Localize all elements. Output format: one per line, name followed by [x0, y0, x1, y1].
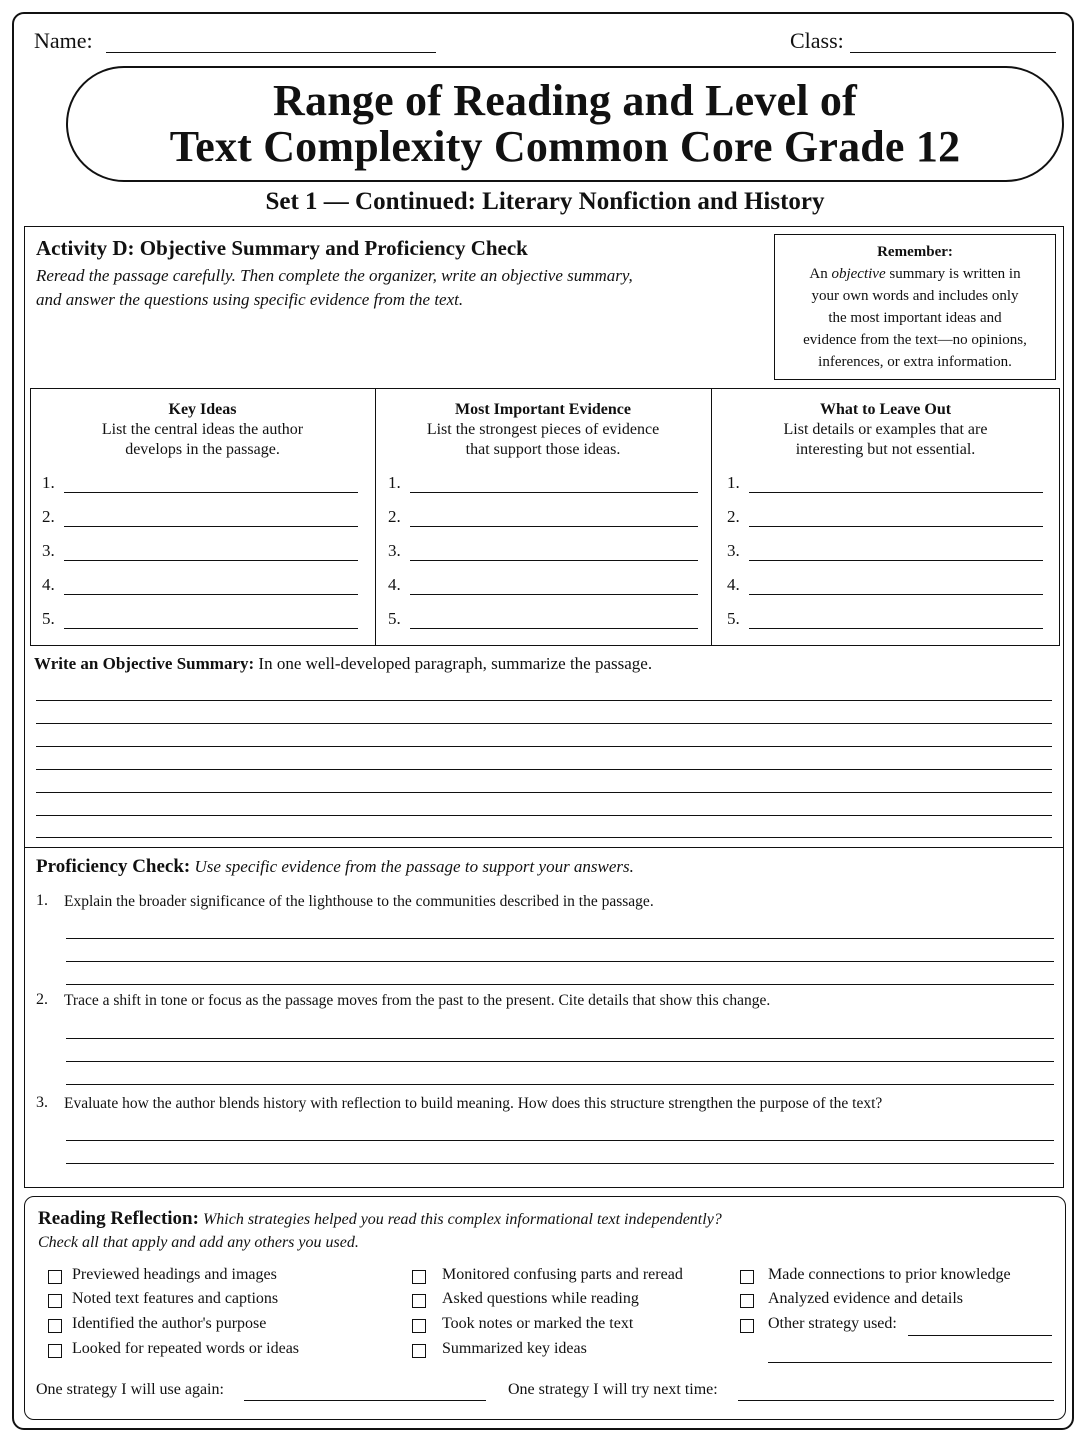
row-number: 3.: [388, 541, 401, 560]
key-idea-line-5[interactable]: [64, 628, 358, 629]
row-number: 1.: [42, 473, 55, 492]
question-2-text: Trace a shift in tone or focus as the passage moves from the past to the present. Cite details that show this change.: [64, 992, 771, 1009]
col-desc: List the central ideas the author: [101, 421, 304, 438]
checkbox-label: Noted text features and captions: [72, 1290, 279, 1307]
evidence-line-2[interactable]: [410, 526, 698, 527]
question-3-text: Evaluate how the author blends history with reflection to build meaning. How does this structure strengthen the purpose of the text?: [64, 1095, 883, 1112]
remember-text-pre: An: [809, 266, 832, 282]
col-desc: List the strongest pieces of evidence: [426, 421, 660, 438]
answer-3-line-1[interactable]: [66, 1140, 1054, 1141]
checkbox-label: Asked questions while reading: [442, 1290, 639, 1307]
checkbox[interactable]: [740, 1294, 754, 1308]
row-number: 3.: [42, 541, 55, 560]
row-number: 4.: [727, 575, 740, 594]
checkbox-label: Monitored confusing parts and reread: [442, 1266, 683, 1283]
answer-3-line-2[interactable]: [66, 1163, 1054, 1164]
summary-line-3[interactable]: [36, 746, 1052, 747]
row-number: 4.: [388, 575, 401, 594]
name-field[interactable]: [106, 52, 436, 53]
summary-label: Write an Objective Summary:: [34, 654, 255, 673]
name-label: Name:: [34, 28, 93, 53]
checkbox[interactable]: [48, 1270, 62, 1284]
row-number: 2.: [42, 507, 55, 526]
summary-line-5[interactable]: [36, 792, 1052, 793]
remember-line-1: [775, 263, 1055, 285]
checkbox[interactable]: [48, 1294, 62, 1308]
col-title: Most Important Evidence: [455, 401, 631, 418]
try-next-field[interactable]: [738, 1400, 1054, 1401]
class-label: Class:: [790, 28, 844, 53]
col-desc: List details or examples that are: [783, 421, 988, 438]
reflection-label: Reading Reflection:: [38, 1208, 199, 1229]
remember-heading: Remember:: [877, 244, 953, 260]
summary-line-7[interactable]: [36, 837, 1052, 838]
page-subtitle: Set 1 — Continued: Literary Nonfiction and History: [265, 188, 825, 215]
checkbox-label: Previewed headings and images: [72, 1266, 277, 1283]
evidence-line-4[interactable]: [410, 594, 698, 595]
question-number: 2.: [36, 991, 48, 1008]
other-strategy-field-2[interactable]: [768, 1362, 1052, 1363]
checkbox[interactable]: [740, 1270, 754, 1284]
checkbox-label: Summarized key ideas: [442, 1340, 587, 1357]
checkbox[interactable]: [412, 1270, 426, 1284]
activity-heading: Activity D: Objective Summary and Proficiency Check: [36, 236, 528, 260]
leave-out-line-3[interactable]: [749, 560, 1043, 561]
reflection-heading: [38, 1208, 722, 1230]
row-number: 1.: [727, 473, 740, 492]
organizer-col-key-ideas: [30, 400, 375, 460]
use-again-field[interactable]: [244, 1400, 486, 1401]
question-number: 1.: [36, 892, 48, 909]
activity-instructions-2: and answer the questions using specific evidence from the text.: [36, 290, 464, 309]
leave-out-line-4[interactable]: [749, 594, 1043, 595]
key-idea-line-2[interactable]: [64, 526, 358, 527]
title-line-2: Text Complexity Common Core Grade 12: [169, 122, 961, 171]
summary-text: In one well-developed paragraph, summarize the passage.: [254, 654, 653, 673]
proficiency-heading: [36, 856, 634, 878]
checkbox[interactable]: [48, 1319, 62, 1333]
checkbox[interactable]: [48, 1344, 62, 1358]
answer-2-line-3[interactable]: [66, 1084, 1054, 1085]
evidence-line-3[interactable]: [410, 560, 698, 561]
checkbox-label: Made connections to prior knowledge: [768, 1266, 1011, 1283]
checkbox-label: Took notes or marked the text: [442, 1315, 634, 1332]
checkbox[interactable]: [412, 1294, 426, 1308]
section-divider: [24, 847, 1064, 848]
col-title: Key Ideas: [168, 401, 237, 418]
leave-out-line-1[interactable]: [749, 492, 1043, 493]
answer-1-line-3[interactable]: [66, 984, 1054, 985]
checkbox-label: Other strategy used:: [768, 1315, 897, 1332]
checkbox[interactable]: [740, 1319, 754, 1333]
answer-2-line-1[interactable]: [66, 1038, 1054, 1039]
remember-text-post: summary is written in: [885, 266, 1021, 282]
remember-line-4: evidence from the text—no opinions,: [803, 332, 1027, 348]
remember-line-3: the most important ideas and: [828, 310, 1002, 326]
proficiency-text: Use specific evidence from the passage to support your answers.: [190, 857, 634, 876]
key-idea-line-4[interactable]: [64, 594, 358, 595]
other-strategy-field[interactable]: [908, 1335, 1052, 1336]
activity-instructions-1: Reread the passage carefully. Then complete the organizer, write an objective summary,: [36, 266, 633, 285]
col-desc: that support those ideas.: [465, 441, 621, 458]
row-number: 1.: [388, 473, 401, 492]
checkbox-label: Analyzed evidence and details: [768, 1290, 964, 1307]
row-number: 2.: [388, 507, 401, 526]
checkbox[interactable]: [412, 1344, 426, 1358]
row-number: 2.: [727, 507, 740, 526]
row-number: 3.: [727, 541, 740, 560]
summary-line-1[interactable]: [36, 700, 1052, 701]
answer-1-line-1[interactable]: [66, 938, 1054, 939]
title-banner: [66, 66, 1064, 182]
worksheet-page: [12, 12, 1074, 1430]
col-title: What to Leave Out: [819, 401, 952, 418]
question-number: 3.: [36, 1094, 48, 1111]
class-field[interactable]: [850, 52, 1056, 53]
remember-line-2: your own words and includes only: [811, 288, 1019, 304]
col-desc: interesting but not essential.: [795, 441, 976, 458]
organizer-col-evidence: [375, 400, 711, 460]
remember-text-em: objective: [831, 266, 886, 282]
evidence-line-5[interactable]: [410, 628, 698, 629]
use-again-label: One strategy I will use again:: [36, 1381, 224, 1398]
row-number: 5.: [727, 609, 740, 628]
summary-prompt: [34, 654, 652, 674]
remember-line-5: inferences, or extra information.: [818, 354, 1012, 370]
leave-out-line-5[interactable]: [749, 628, 1043, 629]
row-number: 5.: [42, 609, 55, 628]
summary-line-4[interactable]: [36, 769, 1052, 770]
row-number: 5.: [388, 609, 401, 628]
leave-out-line-2[interactable]: [749, 526, 1043, 527]
checkbox-label: Looked for repeated words or ideas: [72, 1340, 300, 1357]
checkbox-label: Identified the author's purpose: [72, 1315, 267, 1332]
reflection-text-2: Check all that apply and add any others you used.: [38, 1234, 359, 1251]
row-number: 4.: [42, 575, 55, 594]
answer-1-line-2[interactable]: [66, 961, 1054, 962]
key-idea-line-3[interactable]: [64, 560, 358, 561]
organizer-col-leave-out: [711, 400, 1060, 460]
checkbox[interactable]: [412, 1319, 426, 1333]
proficiency-label: Proficiency Check:: [36, 856, 191, 877]
summary-line-2[interactable]: [36, 723, 1052, 724]
col-desc: develops in the passage.: [125, 441, 280, 458]
evidence-line-1[interactable]: [410, 492, 698, 493]
try-next-label: One strategy I will try next time:: [508, 1381, 718, 1398]
remember-box: [774, 234, 1056, 380]
title-line-1: Range of Reading and Level of: [273, 76, 857, 125]
answer-2-line-2[interactable]: [66, 1061, 1054, 1062]
key-idea-line-1[interactable]: [64, 492, 358, 493]
reflection-text: Which strategies helped you read this complex informational text independently?: [198, 1211, 722, 1228]
question-1-text: Explain the broader significance of the lighthouse to the communities described in the passage.: [64, 893, 654, 910]
summary-line-6[interactable]: [36, 815, 1052, 816]
